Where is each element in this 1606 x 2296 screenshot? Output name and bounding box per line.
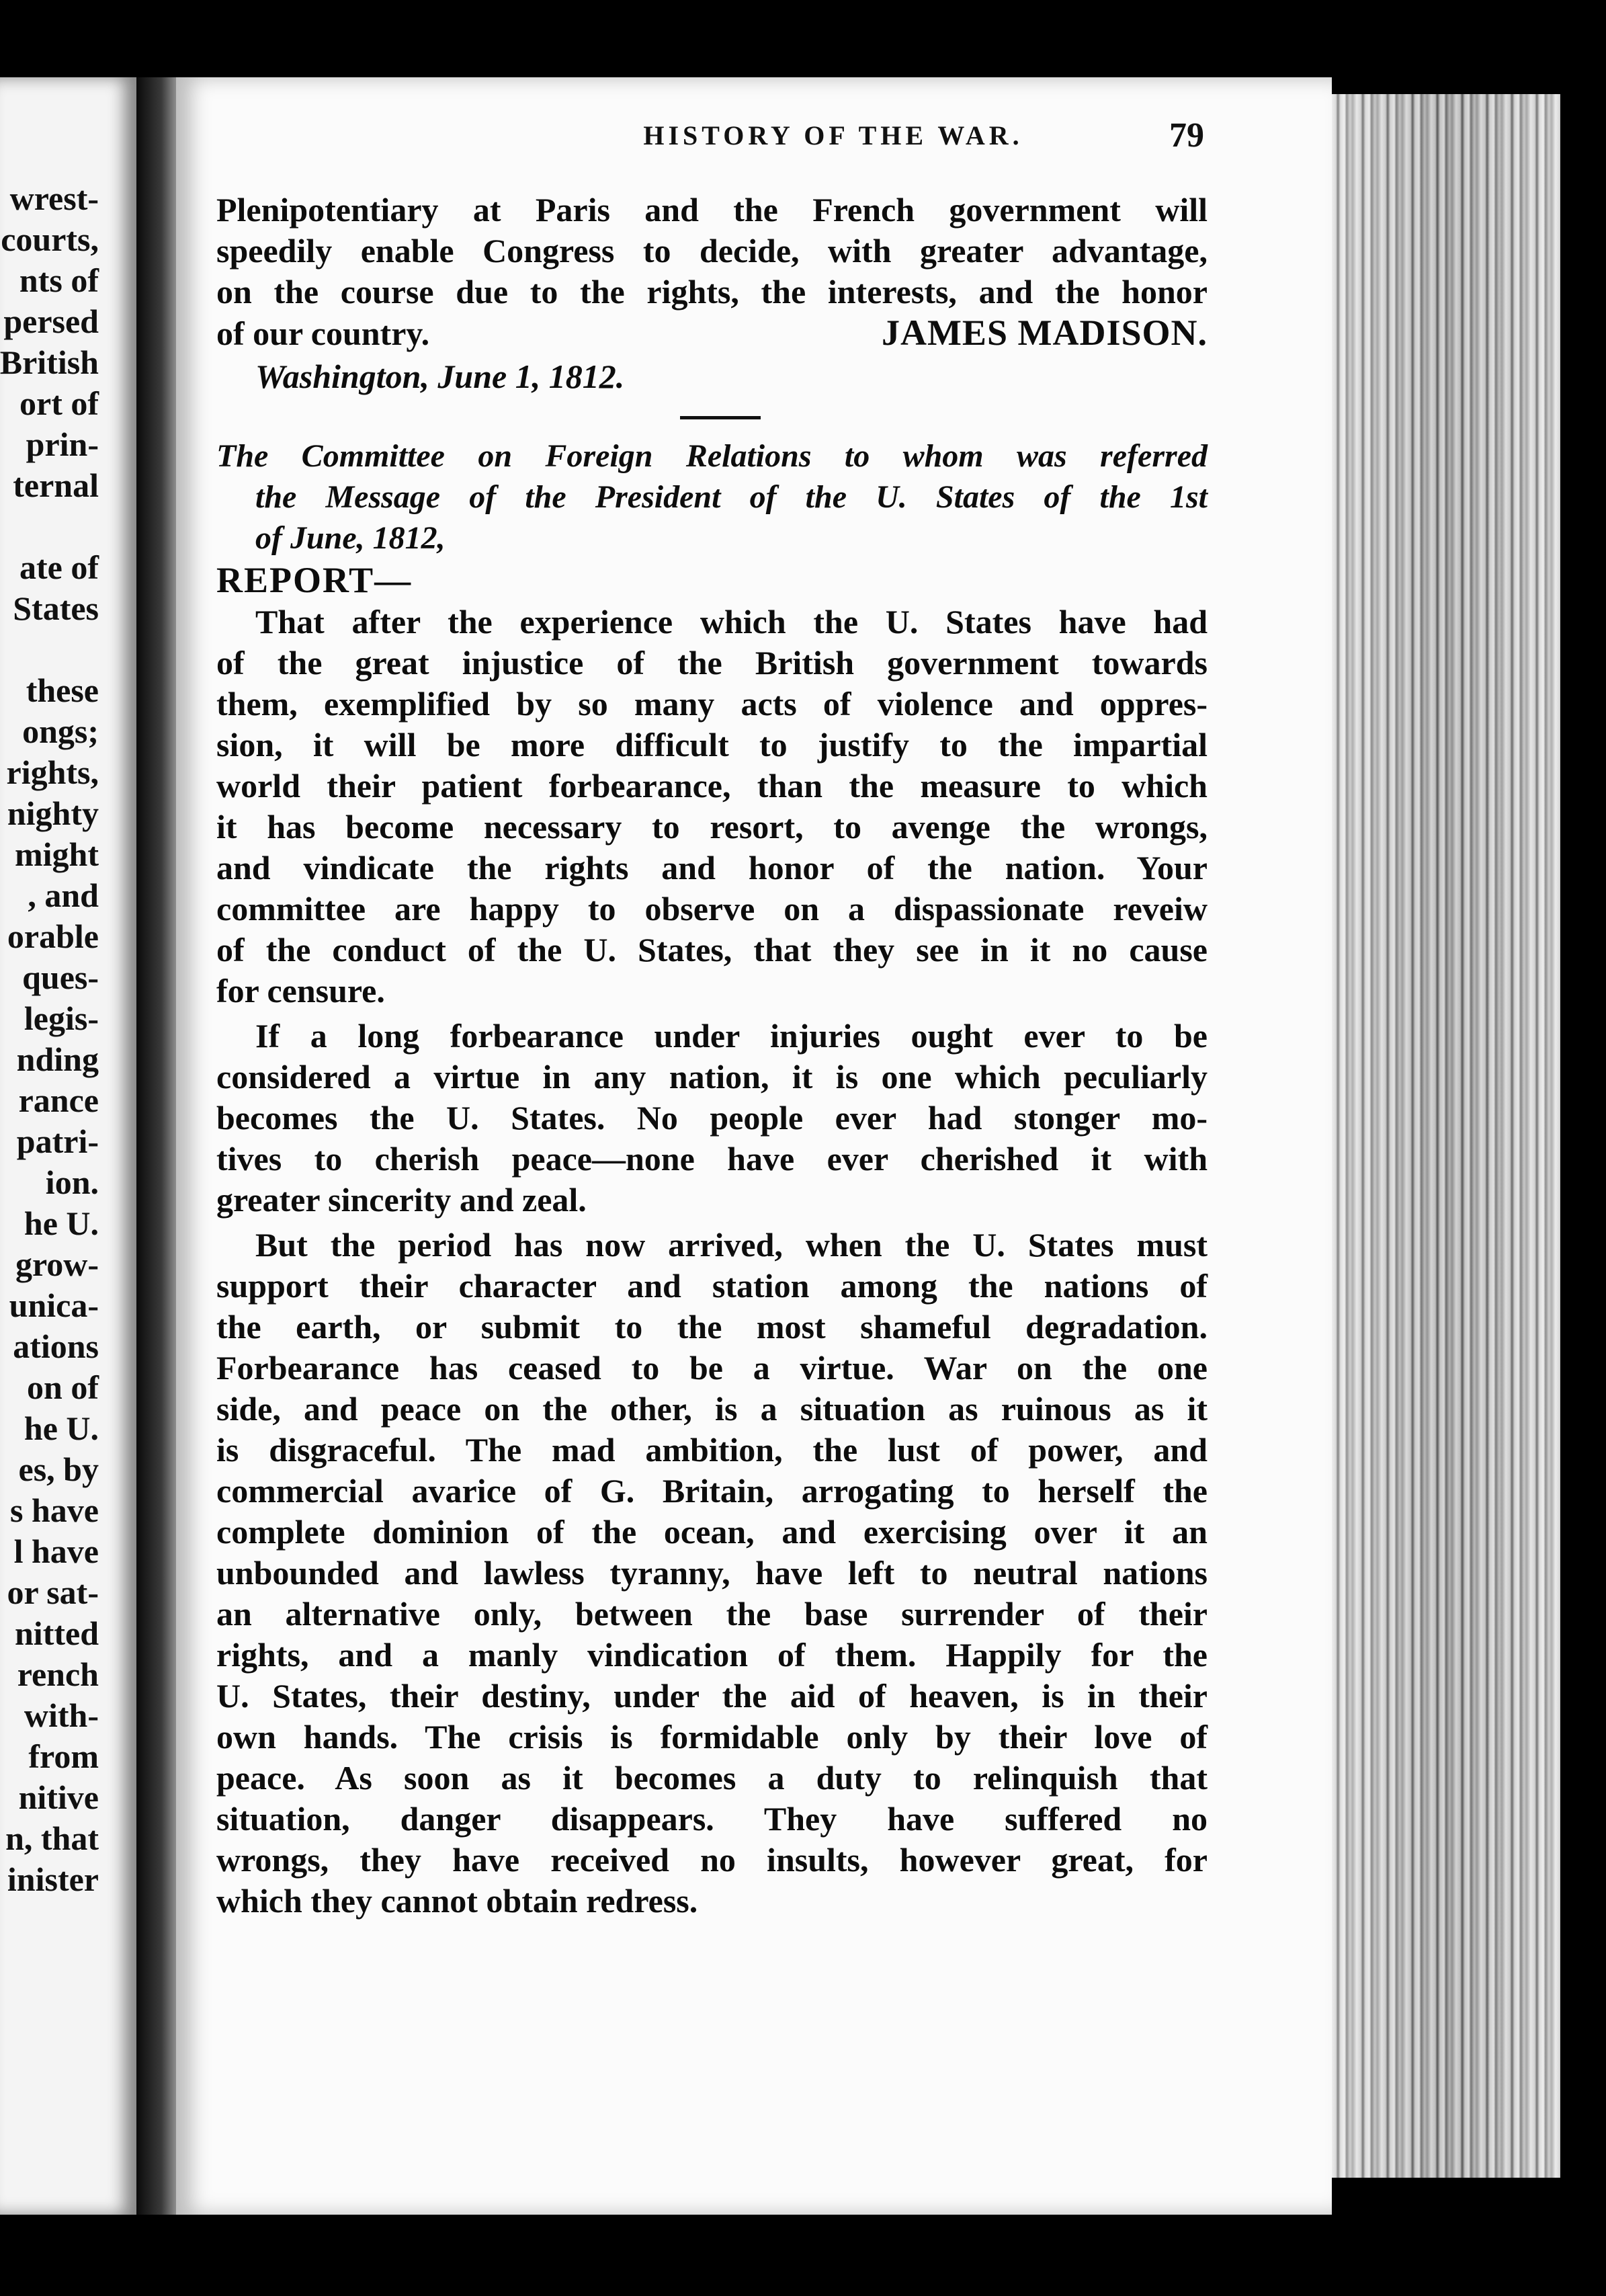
paragraph-1-line: sion, it will be more difficult to justify to the impartial (216, 726, 1208, 764)
paragraph-3-line: own hands. The crisis is formidable only by their love of (216, 1718, 1208, 1756)
committee-heading-line-2: the Message of the President of the U. States of the 1st (255, 479, 1208, 515)
paragraph-3 (216, 1225, 1208, 1922)
left-page-fragment: he U. (24, 1204, 99, 1242)
running-head: HISTORY OF THE WAR. (643, 120, 1023, 151)
left-page-fragment: courts, (1, 220, 99, 258)
left-page-fragment: grow- (15, 1245, 99, 1283)
left-page-fragment: n, that (5, 1819, 99, 1857)
left-page-fragment: he U. (24, 1409, 99, 1447)
paragraph-3-line: support their character and station among the nations of (216, 1267, 1208, 1305)
left-page-fragment: ternal (13, 466, 99, 504)
left-page-fragment: rench (17, 1655, 99, 1693)
paragraph-1-line: for censure. (216, 972, 385, 1010)
paragraph-3-line: unbounded and lawless tyranny, have left to neutral nations (216, 1554, 1208, 1592)
paragraph-2-line: If a long forbearance under injuries ought ever to be (255, 1017, 1208, 1055)
paragraph-3-line: an alternative only, between the base surrender of their (216, 1595, 1208, 1633)
paragraph-1-line: of the conduct of the U. States, that they see in it no cause (216, 931, 1208, 969)
left-page-fragment: rights, (6, 753, 99, 791)
left-page-fragment: nts of (19, 261, 99, 299)
left-page-fragment: ques- (22, 958, 99, 996)
left-page-fragment: legis- (24, 999, 99, 1037)
left-page-fragment: nighty (7, 794, 99, 832)
paragraph-2 (216, 1016, 1208, 1221)
paragraph-1-line: world their patient forbearance, than the measure to which (216, 767, 1208, 805)
left-page-fragment: l have (13, 1532, 99, 1570)
paragraph-3-line: commercial avarice of G. Britain, arrogating to herself the (216, 1472, 1208, 1510)
paragraph-1-line: it has become necessary to resort, to avenge the wrongs, (216, 808, 1208, 846)
left-page-fragment: States (13, 589, 99, 627)
book-gutter (136, 77, 178, 2215)
left-page-fragment: inister (7, 1860, 99, 1898)
closing-text: of our country. (216, 315, 430, 352)
left-page-fragment: prin- (26, 425, 99, 463)
left-page-fragment: ations (13, 1327, 99, 1365)
page-block-edge (1332, 94, 1560, 2178)
left-page-fragment: ion. (45, 1163, 99, 1201)
left-page-fragment: on of (27, 1368, 99, 1406)
left-page-fragment: ort of (19, 384, 99, 422)
left-page-fragment: wrest- (9, 179, 99, 217)
page-text (216, 190, 1208, 1922)
left-page-fragment: s have (10, 1491, 99, 1529)
paragraph-3-line: peace. As soon as it becomes a duty to relinquish that (216, 1759, 1208, 1797)
paragraph-3-line: rights, and a manly vindication of them. Happily for the (216, 1636, 1208, 1674)
page-number: 79 (1169, 116, 1204, 155)
left-page-fragment: British (0, 343, 99, 381)
left-page-fragment: might (15, 835, 99, 873)
paragraph-1-line: of the great injustice of the British government towards (216, 644, 1208, 682)
left-page-fragment: unica- (9, 1286, 99, 1324)
left-page-fragment: ate of (19, 548, 99, 586)
paragraph-1-line: them, exemplified by so many acts of violence and oppres- (216, 685, 1208, 723)
left-page-fragment: from (28, 1737, 99, 1775)
left-page-fragment: orable (7, 917, 99, 955)
committee-heading-line-1: The Committee on Foreign Relations to whom was referred (216, 438, 1208, 474)
paragraph-3-line: the earth, or submit to the most shameful degradation. (216, 1308, 1208, 1346)
committee-heading-line-3: of June, 1812, (255, 520, 446, 556)
closing-row (216, 313, 1208, 354)
paragraph-2-line: greater sincerity and zeal. (216, 1181, 587, 1219)
paragraph-3-line: But the period has now arrived, when the U. States must (255, 1226, 1208, 1264)
paragraph-3-line: Forbearance has ceased to be a virtue. War on the one (216, 1349, 1208, 1387)
section-separator (680, 416, 761, 419)
left-page-fragment: persed (3, 302, 99, 340)
paragraph-3-line: which they cannot obtain redress. (216, 1882, 698, 1920)
left-page-fragment: rance (18, 1081, 99, 1119)
left-page-fragment: nitted (15, 1614, 99, 1652)
paragraph-1-line: committee are happy to observe on a dispassionate reveiw (216, 890, 1208, 928)
dateline: Washington, June 1, 1812. (255, 358, 625, 395)
paragraph-1-line: and vindicate the rights and honor of the nation. Your (216, 849, 1208, 887)
left-page-fragment: or sat- (7, 1573, 99, 1611)
paragraph-1 (216, 602, 1208, 1012)
paragraph-2-line: considered a virtue in any nation, it is one which peculiarly (216, 1058, 1208, 1096)
paragraph-3-line: situation, danger disappears. They have suffered no (216, 1800, 1208, 1838)
opening-line-1: Plenipotentiary at Paris and the French government will (216, 191, 1208, 229)
left-page-fragment: these (26, 671, 99, 709)
paragraph-3-line: is disgraceful. The mad ambition, the lust of power, and (216, 1431, 1208, 1469)
left-page-fragment: patri- (16, 1122, 99, 1160)
paragraph-3-line: wrongs, they have received no insults, however great, for (216, 1841, 1208, 1879)
signature: JAMES MADISON. (881, 313, 1208, 353)
paragraph-2-line: tives to cherish peace—none have ever cherished it with (216, 1140, 1208, 1178)
left-page-fragment: ongs; (22, 712, 99, 750)
left-page-fragment: , and (28, 876, 99, 914)
left-facing-page (0, 77, 136, 2215)
left-page-fragment: with- (24, 1696, 99, 1734)
left-page-fragment: nding (16, 1040, 99, 1078)
paragraph-2-line: becomes the U. States. No people ever had stonger mo- (216, 1099, 1208, 1137)
paragraph-1-line: That after the experience which the U. States have had (255, 603, 1208, 641)
paragraph-3-line: side, and peace on the other, is a situation as ruinous as it (216, 1390, 1208, 1428)
opening-line-3: on the course due to the rights, the interests, and the honor (216, 273, 1208, 311)
opening-line-2: speedily enable Congress to decide, with greater advantage, (216, 232, 1208, 270)
paragraph-3-line: complete dominion of the ocean, and exercising over it an (216, 1513, 1208, 1551)
paragraph-3-line: U. States, their destiny, under the aid of heaven, is in their (216, 1677, 1208, 1715)
left-page-fragment: nitive (18, 1778, 99, 1816)
left-page-fragment: es, by (18, 1450, 99, 1488)
report-label: REPORT— (216, 560, 413, 600)
